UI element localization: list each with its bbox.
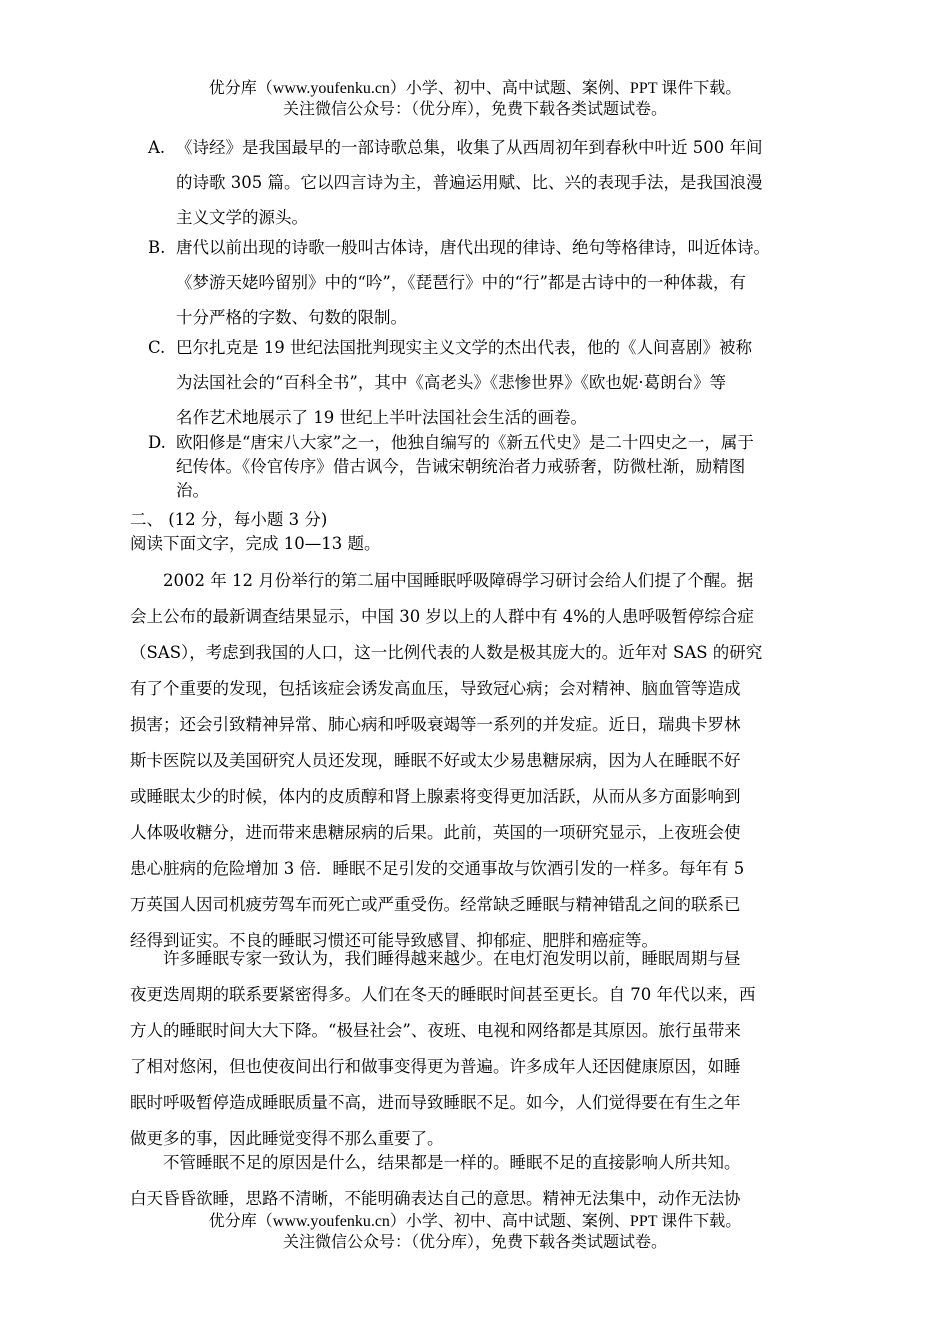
footer-line-2: 关注微信公众号：（优分库），免费下载各类试题试卷。: [282, 1234, 667, 1251]
option-a-line: 主义文学的源头。: [176, 208, 308, 227]
passage-line: 了相对悠闲，但也使夜间出行和做事变得更为普遍。许多成年人还因健康原因，如睡: [130, 1057, 741, 1076]
option-c: [148, 330, 864, 435]
passage-line: 做更多的事，因此睡觉变得不那么重要了。: [130, 1129, 444, 1148]
option-d-label: D.: [148, 433, 166, 452]
passage-line: （SAS），考虑到我国的人口，这一比例代表的人数是极其庞大的。近年对 SAS 的研究: [130, 643, 763, 662]
option-a: [148, 130, 864, 235]
option-b: [148, 230, 864, 335]
option-d-line: 治。: [176, 481, 209, 500]
option-c-text: [176, 330, 864, 435]
option-b-label: B.: [148, 238, 166, 257]
header-line-2: 关注微信公众号：（优分库），免费下载各类试题试卷。: [282, 101, 667, 118]
option-a-label: A.: [148, 138, 166, 157]
option-d: [148, 431, 864, 503]
passage-line: 有了个重要的发现，包括该症会诱发高血压，导致冠心病；会对精神、脑血管等造成: [130, 679, 741, 698]
option-a-text: [176, 130, 864, 235]
passage-line: 2002 年 12 月份举行的第二届中国睡眠呼吸障碍学习研讨会给人们提了个醒。据: [163, 571, 754, 590]
passage-line: 患心脏病的危险增加 3 倍．睡眠不足引发的交通事故与饮酒引发的一样多。每年有 5: [130, 859, 745, 878]
passage-line: 不管睡眠不足的原因是什么，结果都是一样的。睡眠不足的直接影响人所共知。: [163, 1153, 741, 1172]
passage-line: 损害；还会引致精神异常、肺心病和呼吸衰竭等一系列的并发症。近日，瑞典卡罗林: [130, 715, 741, 734]
option-b-line: 《梦游天姥吟留别》中的“吟”，《琵琶行》中的“行”都是古诗中的一种体裁，有: [176, 273, 746, 292]
option-d-line: 纪传体。《伶官传序》借古讽今，告诫宋朝统治者力戒骄奢，防微杜渐，励精图: [176, 457, 746, 476]
passage-line: 许多睡眠专家一致认为，我们睡得越来越少。在电灯泡发明以前，睡眠周期与昼: [163, 949, 741, 968]
passage-line: 或睡眠太少的时候，体内的皮质醇和肾上腺素将变得更加活跃，从而从多方面影响到: [130, 787, 741, 806]
passage-line: 白天昏昏欲睡，思路不清晰，不能明确表达自己的意思。精神无法集中，动作无法协: [130, 1189, 741, 1208]
section-instruction: 阅读下面文字，完成 10—13 题。: [130, 534, 381, 553]
option-d-line: 欧阳修是“唐宋八大家”之一，他独自编写的《新五代史》是二十四史之一，属于: [176, 433, 754, 452]
passage-line: 人体吸收糖分，进而带来患糖尿病的后果。此前，英国的一项研究显示，上夜班会使: [130, 823, 741, 842]
passage-paragraph-3: [130, 1145, 846, 1217]
section-heading: 二、 (12 分，每小题 3 分): [130, 510, 328, 529]
passage-line: 万英国人因司机疲劳驾车而死亡或严重受伤。经常缺乏睡眠与精神错乱之间的联系已: [130, 895, 741, 914]
option-a-line: 《诗经》是我国最早的一部诗歌总集，收集了从西周初年到春秋中叶近 500 年间: [176, 138, 763, 157]
option-c-line: 为法国社会的“百科全书”，其中《高老头》《悲惨世界》《欧也妮·葛朗台》等: [176, 373, 727, 392]
option-c-label: C.: [148, 338, 166, 357]
option-b-line: 唐代以前出现的诗歌一般叫古体诗，唐代出现的律诗、绝句等格律诗，叫近体诗。: [176, 238, 770, 257]
option-b-text: [176, 230, 864, 335]
option-a-line: 的诗歌 305 篇。它以四言诗为主，普遍运用赋、比、兴的表现手法，是我国浪漫: [176, 173, 763, 192]
passage-line: 方人的睡眠时间大大下降。“极昼社会”、夜班、电视和网络都是其原因。旅行虽带来: [130, 1021, 741, 1040]
passage-line: 会上公布的最新调查结果显示，中国 30 岁以上的人群中有 4%的人患呼吸暂停综合症: [130, 607, 754, 626]
option-c-line: 巴尔扎克是 19 世纪法国批判现实主义文学的杰出代表，他的《人间喜剧》被称: [176, 338, 752, 357]
header-line-1: 优分库（www.youfenku.cn）小学、初中、高中试题、案例、PPT 课件下载。: [208, 80, 742, 97]
passage-line: 眠时呼吸暂停造成睡眠质量不高，进而导致睡眠不足。如今，人们觉得要在有生之年: [130, 1093, 741, 1112]
option-c-line: 名作艺术地展示了 19 世纪上半叶法国社会生活的画卷。: [176, 408, 587, 427]
passage-paragraph-1: [130, 563, 846, 959]
passage-line: 经得到证实。不良的睡眠习惯还可能导致感冒、抑郁症、肥胖和癌症等。: [130, 931, 658, 950]
option-b-line: 十分严格的字数、句数的限制。: [176, 308, 407, 327]
passage-line: 夜更迭周期的联系要紧密得多。人们在冬天的睡眠时间甚至更长。自 70 年代以来，西: [130, 985, 756, 1004]
passage-line: 斯卡医院以及美国研究人员还发现，睡眠不好或太少易患糖尿病，因为人在睡眠不好: [130, 751, 741, 770]
footer-line-1: 优分库（www.youfenku.cn）小学、初中、高中试题、案例、PPT 课件下载。: [208, 1213, 742, 1230]
passage-paragraph-2: [130, 941, 846, 1157]
option-d-text: [176, 431, 864, 503]
